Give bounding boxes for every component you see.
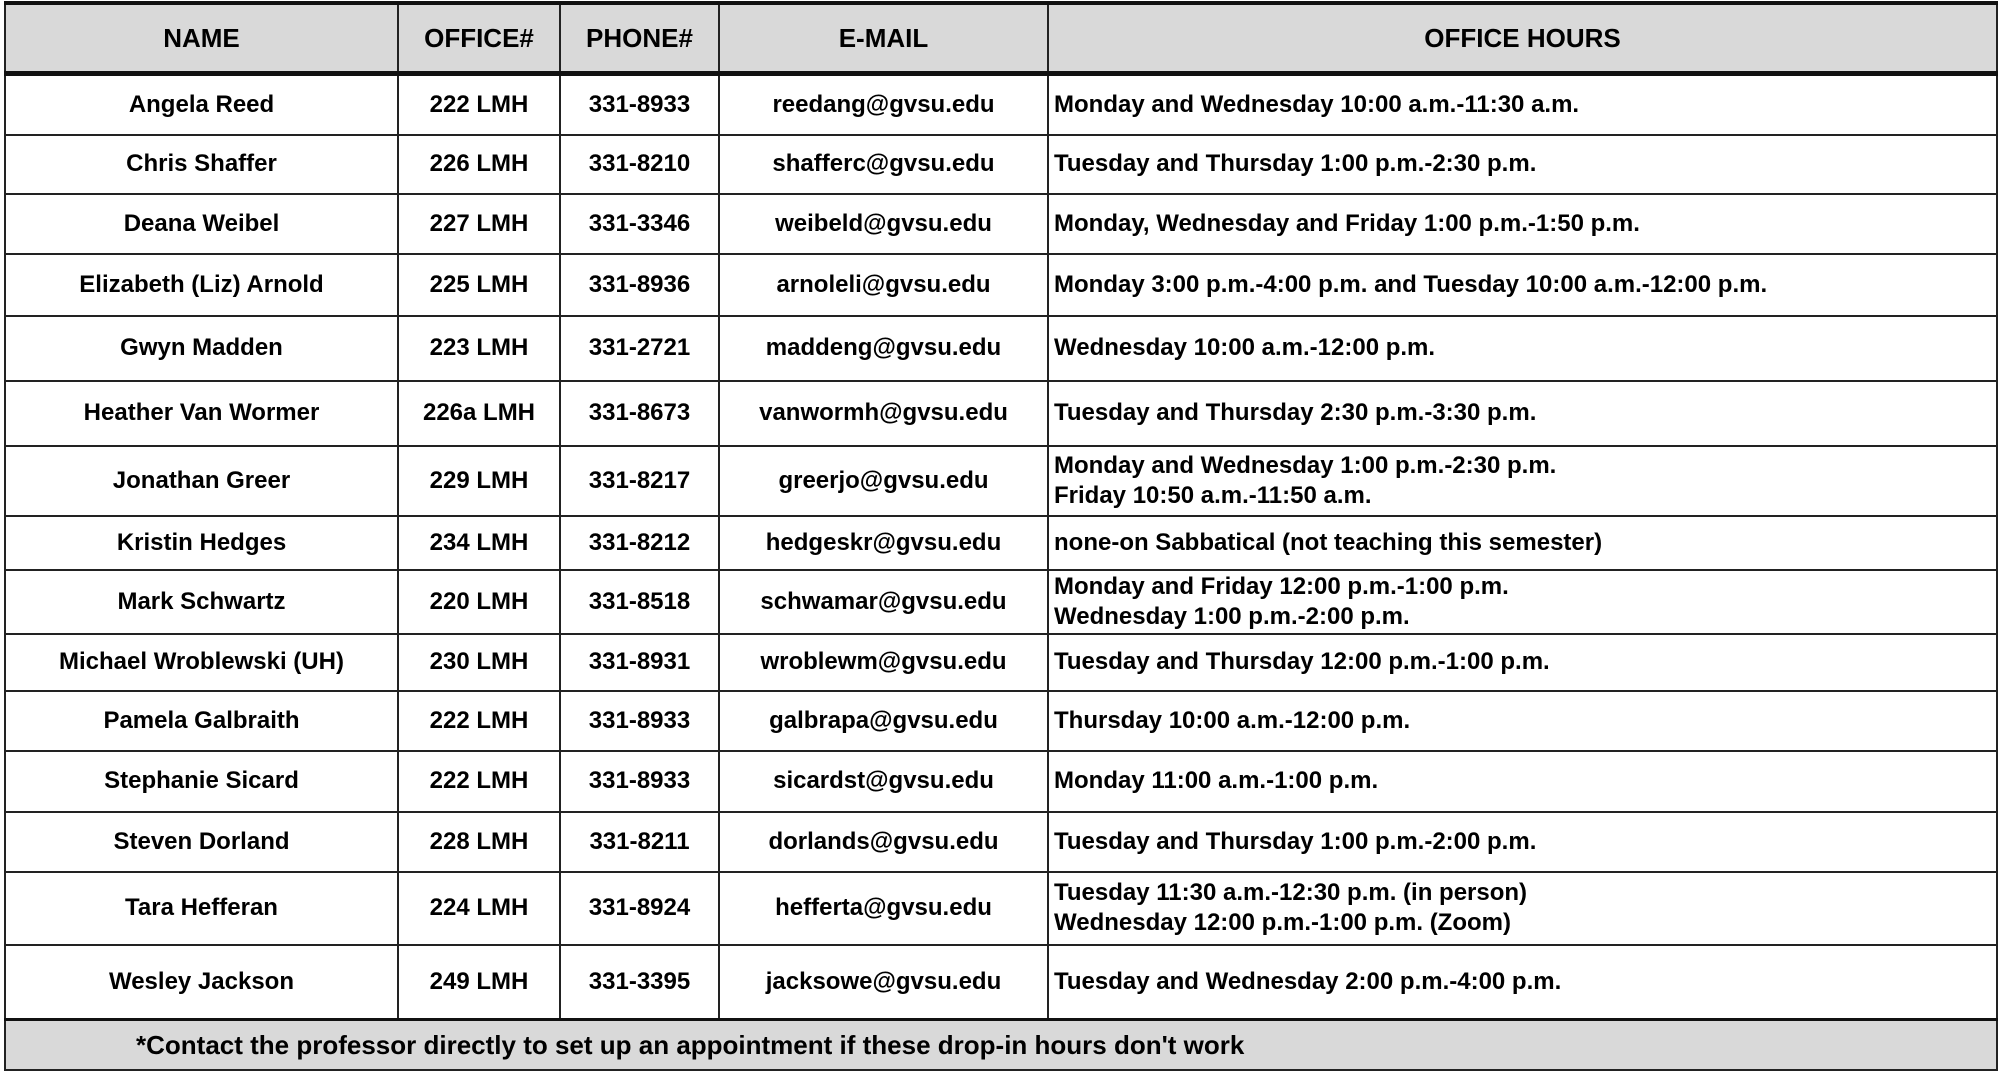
- table-row: [5, 691, 1997, 751]
- cell-phone: 331-8936: [560, 254, 719, 316]
- cell-phone: 331-8933: [560, 74, 719, 135]
- cell-email: weibeld@gvsu.edu: [719, 194, 1048, 254]
- hours-line: Monday 11:00 a.m.-1:00 p.m.: [1054, 767, 1379, 794]
- cell-phone: 331-8673: [560, 381, 719, 446]
- cell-email: hedgeskr@gvsu.edu: [719, 516, 1048, 570]
- cell-name: Gwyn Madden: [5, 316, 398, 381]
- cell-office: 249 LMH: [398, 945, 560, 1020]
- cell-email: hefferta@gvsu.edu: [719, 872, 1048, 945]
- cell-email: jacksowe@gvsu.edu: [719, 945, 1048, 1020]
- cell-phone: 331-2721: [560, 316, 719, 381]
- cell-office: 225 LMH: [398, 254, 560, 316]
- cell-phone: 331-8211: [560, 812, 719, 872]
- cell-email: dorlands@gvsu.edu: [719, 812, 1048, 872]
- table-row: [5, 872, 1997, 945]
- cell-hours: [1048, 570, 1997, 634]
- cell-hours: [1048, 691, 1997, 751]
- cell-phone: 331-8933: [560, 691, 719, 751]
- footer-row: [5, 1020, 1997, 1071]
- footer-note: *Contact the professor directly to set up an appointment if these drop-in hours don't work: [5, 1020, 1997, 1071]
- cell-name: Michael Wroblewski (UH): [5, 634, 398, 691]
- cell-name: Stephanie Sicard: [5, 751, 398, 812]
- cell-office: 228 LMH: [398, 812, 560, 872]
- header-row: [5, 3, 1997, 74]
- header-office: OFFICE#: [398, 3, 560, 74]
- hours-line: Monday 3:00 p.m.-4:00 p.m. and Tuesday 10:00 a.m.-12:00 p.m.: [1054, 270, 1768, 298]
- hours-line: Monday and Wednesday 10:00 a.m.-11:30 a.m.: [1054, 90, 1580, 118]
- hours-line: Tuesday and Thursday 12:00 p.m.-1:00 p.m.: [1054, 648, 1550, 675]
- cell-hours: [1048, 872, 1997, 945]
- cell-email: shafferc@gvsu.edu: [719, 135, 1048, 194]
- hours-line: Tuesday and Thursday 1:00 p.m.-2:30 p.m.: [1054, 150, 1537, 177]
- cell-phone: 331-8217: [560, 446, 719, 516]
- cell-hours: [1048, 446, 1997, 516]
- cell-email: greerjo@gvsu.edu: [719, 446, 1048, 516]
- table-row: [5, 634, 1997, 691]
- cell-hours: [1048, 74, 1997, 135]
- cell-name: Kristin Hedges: [5, 516, 398, 570]
- cell-name: Heather Van Wormer: [5, 381, 398, 446]
- hours-line: Wednesday 10:00 a.m.-12:00 p.m.: [1054, 334, 1436, 361]
- cell-email: sicardst@gvsu.edu: [719, 751, 1048, 812]
- table-row: [5, 74, 1997, 135]
- cell-email: wroblewm@gvsu.edu: [719, 634, 1048, 691]
- hours-line: Monday, Wednesday and Friday 1:00 p.m.-1:50 p.m.: [1054, 209, 1640, 237]
- cell-office: 234 LMH: [398, 516, 560, 570]
- cell-email: schwamar@gvsu.edu: [719, 570, 1048, 634]
- cell-phone: 331-8931: [560, 634, 719, 691]
- cell-name: Elizabeth (Liz) Arnold: [5, 254, 398, 316]
- cell-name: Chris Shaffer: [5, 135, 398, 194]
- cell-name: Tara Hefferan: [5, 872, 398, 945]
- cell-office: 230 LMH: [398, 634, 560, 691]
- cell-office: 229 LMH: [398, 446, 560, 516]
- cell-hours: [1048, 381, 1997, 446]
- cell-phone: 331-8518: [560, 570, 719, 634]
- cell-office: 227 LMH: [398, 194, 560, 254]
- cell-hours: [1048, 812, 1997, 872]
- cell-hours: [1048, 634, 1997, 691]
- cell-name: Steven Dorland: [5, 812, 398, 872]
- header-phone: PHONE#: [560, 3, 719, 74]
- header-name: NAME: [5, 3, 398, 74]
- cell-name: Angela Reed: [5, 74, 398, 135]
- table-row: [5, 194, 1997, 254]
- cell-phone: 331-8212: [560, 516, 719, 570]
- cell-hours: [1048, 945, 1997, 1020]
- table-row: [5, 446, 1997, 516]
- cell-office: 223 LMH: [398, 316, 560, 381]
- cell-office: 222 LMH: [398, 751, 560, 812]
- cell-hours: [1048, 751, 1997, 812]
- cell-office: 222 LMH: [398, 691, 560, 751]
- cell-phone: 331-3395: [560, 945, 719, 1020]
- hours-line: Wednesday 12:00 p.m.-1:00 p.m. (Zoom): [1054, 909, 1511, 936]
- cell-email: galbrapa@gvsu.edu: [719, 691, 1048, 751]
- cell-hours: [1048, 194, 1997, 254]
- cell-phone: 331-8933: [560, 751, 719, 812]
- cell-name: Pamela Galbraith: [5, 691, 398, 751]
- cell-hours: [1048, 316, 1997, 381]
- hours-line: none-on Sabbatical (not teaching this semester): [1054, 528, 1603, 556]
- table-row: [5, 381, 1997, 446]
- cell-name: Mark Schwartz: [5, 570, 398, 634]
- cell-office: 222 LMH: [398, 74, 560, 135]
- cell-phone: 331-8924: [560, 872, 719, 945]
- hours-line: Wednesday 1:00 p.m.-2:00 p.m.: [1054, 602, 1410, 630]
- table-row: [5, 751, 1997, 812]
- cell-hours: [1048, 254, 1997, 316]
- cell-office: 224 LMH: [398, 872, 560, 945]
- office-hours-table: [4, 1, 1998, 1071]
- table-row: [5, 516, 1997, 570]
- cell-hours: [1048, 135, 1997, 194]
- cell-office: 220 LMH: [398, 570, 560, 634]
- table-row: [5, 812, 1997, 872]
- cell-name: Wesley Jackson: [5, 945, 398, 1020]
- hours-line: Monday and Friday 12:00 p.m.-1:00 p.m.: [1054, 572, 1509, 600]
- cell-phone: 331-3346: [560, 194, 719, 254]
- hours-line: Thursday 10:00 a.m.-12:00 p.m.: [1054, 706, 1411, 734]
- table-row: [5, 316, 1997, 381]
- hours-line: Monday and Wednesday 1:00 p.m.-2:30 p.m.: [1054, 451, 1557, 479]
- cell-email: arnoleli@gvsu.edu: [719, 254, 1048, 316]
- hours-line: Tuesday and Thursday 1:00 p.m.-2:00 p.m.: [1054, 827, 1537, 855]
- cell-email: maddeng@gvsu.edu: [719, 316, 1048, 381]
- table-row: [5, 135, 1997, 194]
- cell-name: Deana Weibel: [5, 194, 398, 254]
- hours-line: Tuesday 11:30 a.m.-12:30 p.m. (in person): [1054, 879, 1528, 906]
- cell-email: vanwormh@gvsu.edu: [719, 381, 1048, 446]
- cell-office: 226 LMH: [398, 135, 560, 194]
- table-row: [5, 570, 1997, 634]
- cell-office: 226a LMH: [398, 381, 560, 446]
- table-row: [5, 945, 1997, 1020]
- cell-email: reedang@gvsu.edu: [719, 74, 1048, 135]
- cell-hours: [1048, 516, 1997, 570]
- header-email: E-MAIL: [719, 3, 1048, 74]
- header-hours: OFFICE HOURS: [1048, 3, 1997, 74]
- table-row: [5, 254, 1997, 316]
- cell-phone: 331-8210: [560, 135, 719, 194]
- hours-line: Tuesday and Thursday 2:30 p.m.-3:30 p.m.: [1054, 399, 1537, 426]
- cell-name: Jonathan Greer: [5, 446, 398, 516]
- hours-line: Friday 10:50 a.m.-11:50 a.m.: [1054, 481, 1372, 509]
- hours-line: Tuesday and Wednesday 2:00 p.m.-4:00 p.m.: [1054, 967, 1562, 995]
